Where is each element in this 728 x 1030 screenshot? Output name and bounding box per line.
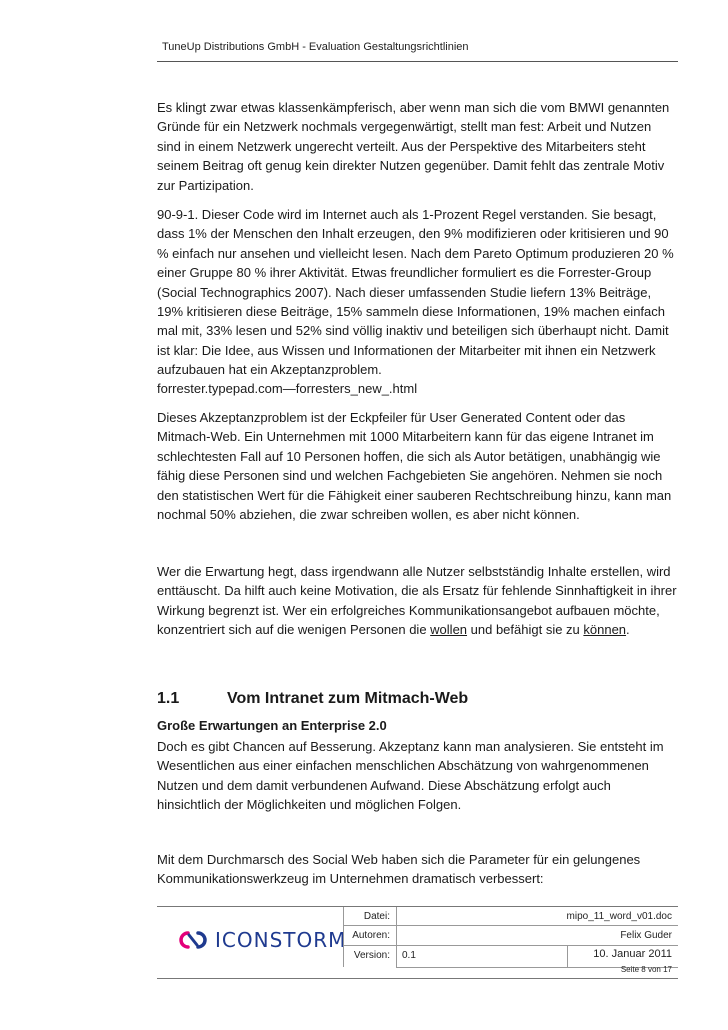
footer-grid-line — [567, 945, 568, 967]
iconstorm-logo — [177, 928, 346, 952]
paragraph-4-text-c: . — [626, 622, 630, 638]
paragraph-5: Doch es gibt Chancen auf Besserung. Akzeptanz kann man analysieren. Sie entsteht im Wesentlichen aus einer einfachen menschlichen Abschätzung von wahrgenommenen Nutzen und dem damit verbundenen Aufwand. Diese Abschätzung erfolgt auch hinsichtlich der Möglichkeiten und möglichen Folgen. — [157, 739, 664, 813]
file-value: mipo_11_word_v01.doc — [566, 911, 672, 922]
running-header: TuneUp Distributions GmbH - Evaluation Gestaltungsrichtlinien — [162, 41, 469, 53]
subheading: Große Erwartungen an Enterprise 2.0 — [157, 718, 387, 733]
file-label: Datei: — [363, 911, 390, 922]
iconstorm-logo-icon — [177, 929, 209, 951]
emphasis-koennen: können — [583, 622, 627, 638]
footer-grid-line — [396, 907, 397, 967]
authors-label: Autoren: — [352, 930, 390, 941]
date-value: 10. Januar 2011 — [593, 948, 672, 960]
footer-grid-line — [343, 945, 678, 946]
footer-grid-line — [343, 925, 678, 926]
authors-value: Felix Guder — [620, 930, 672, 941]
paragraph-4-text-b: und befähigt sie zu — [467, 622, 584, 638]
source-link[interactable]: forrester.typepad.com—forresters_new_.html — [157, 381, 418, 396]
version-label: Version: — [353, 950, 390, 961]
paragraph-3: Dieses Akzeptanzproblem ist der Eckpfeiler für User Generated Content oder das Mitmach-Web. Ein Unternehmen mit 1000 Mitarbeitern kann für das eigene Intranet im schlechtesten Fall auf 10 Personen hoffen, die sich als Autor betätigen, unabhängig wie fähig diese Personen sind und welchen Fachgebieten Sie angehören. Nehmen sie noch den statistischen Wert für die Fähigkeit einer sauberen Rechtschreibung hinzu, kann man nochmal 50% abziehen, die zwar schreiben wollen, es aber nicht können. — [157, 410, 672, 523]
section-title: Vom Intranet zum Mitmach-Web — [227, 690, 469, 707]
paragraph-2: 90-9-1. Dieser Code wird im Internet auch als 1-Prozent Regel verstanden. Sie besagt, dass 1% der Menschen den Inhalt erzeugen, den 9% modifizieren oder kritisieren und 90 % einfach nur ansehen und vielleicht lesen. Nach dem Pareto Optimum produzieren 20 % einer Gruppe 80 % ihrer Aktivität. Etwas freundlicher formuliert es die Forrester-Group (Social Technographics 2007). Nach dieser umfassenden Studie liefern 13% Beiträge, 19% kritisieren diese Beiträge, 15% sammeln diese Informationen, 19% machen einfach mal mit, 33% lesen und 52% sind völlig inaktiv und beteiligen sich überhaupt nicht. Damit ist klar: Die Idee, aus Wissen und Informationen der Mitarbeiter mit ihnen ein Netzwerk aufzubauen hat ein Akzeptanzproblem. — [157, 207, 674, 378]
paragraph-4-text-a: Wer die Erwartung hegt, dass irgendwann alle Nutzer selbstständig Inhalte erstellen, wird enttäuscht. Da hilft auch keine Motivation, die als Ersatz für fehlende Sinnhaftigkeit in ihrer Wirkung begrenzt ist. Wer ein erfolgreiches Kommunikationsangebot aufbauen möchte, konzentriert sich auf die wenigen Personen die — [157, 564, 677, 638]
section-number: 1.1 — [157, 690, 180, 707]
emphasis-wollen: wollen — [430, 622, 468, 638]
paragraph-6: Mit dem Durchmarsch des Social Web haben sich die Parameter für ein gelungenes Kommunikationswerkzeug im Unternehmen dramatisch verbessert: — [157, 852, 641, 887]
header-divider — [157, 61, 678, 62]
section-heading — [157, 690, 468, 708]
paragraph-4 — [157, 562, 678, 640]
iconstorm-logo-text: ICONSTORM — [215, 928, 347, 952]
document-footer — [157, 906, 678, 979]
version-value: 0.1 — [402, 950, 416, 961]
paragraph-1: Es klingt zwar etwas klassenkämpferisch, aber wenn man sich die vom BMWI genannten Gründe für ein Netzwerk nochmals vergegenwärtigt, stellt man fest: Arbeit und Nutzen sind in einem Netzwerk ungerecht verteilt. Aus der Perspektive des Mitarbeiters steht seinem Beitrag oft genug kein direkter Nutzen gegenüber. Damit fehlt das zentrale Motiv zur Partizipation. — [157, 100, 670, 193]
page-number: Seite 8 von 17 — [620, 965, 672, 974]
